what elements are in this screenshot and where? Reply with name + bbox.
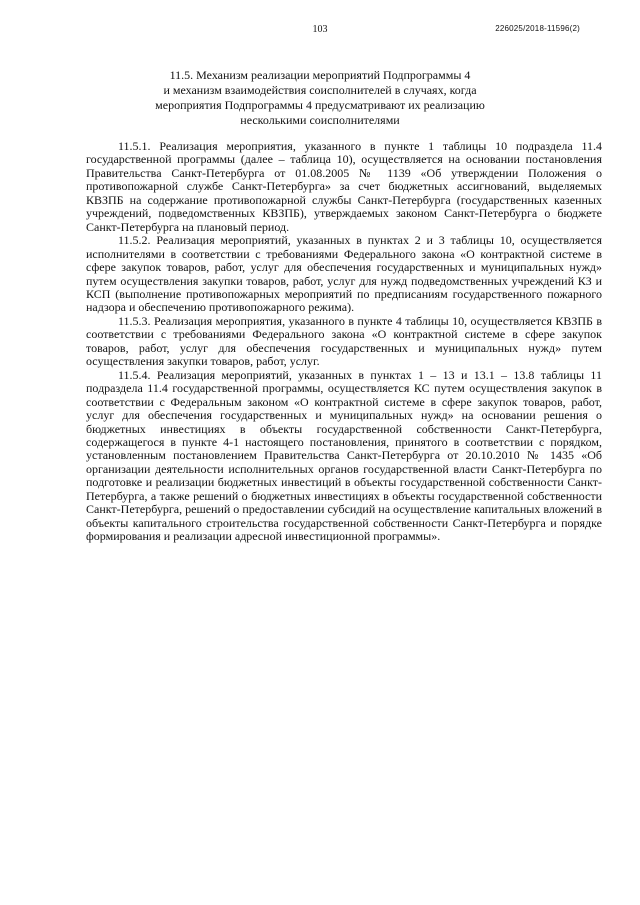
heading-line: несколькими соисполнителями (240, 113, 400, 127)
heading-line: 11.5. Механизм реализации мероприятий Подпрограммы 4 (169, 68, 471, 82)
paragraph-11-5-1: 11.5.1. Реализация мероприятия, указанного в пункте 1 таблицы 10 подраздела 11.4 государственной программы (далее – таблица 10), осуществляется на основании постановления Правительства Санкт-Петербурга от 01.08.2005 № 1139 «Об утверждении Положения о противопожарной службе Санкт-Петербурга» за счет бюджетных ассигнований, выделяемых КВЗПБ на содержание противопожарной службы Санкт-Петербурга (государственных казенных учреждений, подведомственных КВЗПБ), утверждаемых законом Санкт-Петербурга о бюджете Санкт-Петербурга на плановый период. (86, 139, 602, 234)
paragraph-11-5-2: 11.5.2. Реализация мероприятий, указанных в пунктах 2 и 3 таблицы 10, осуществляется исполнителями в соответствии с требованиями Федерального закона «О контрактной системе в сфере закупок товаров, работ, услуг для обеспечения государственных и муниципальных нужд» путем осуществления закупки товаров, работ, услуг для нужд подведомственных учреждений КЗ и КСП (выполнение противопожарных мероприятий по предписаниям государственного пожарного надзора и обеспечению противопожарного режима). (86, 233, 602, 315)
heading-line: мероприятия Подпрограммы 4 предусматривают их реализацию (155, 98, 485, 112)
page-number: 103 (312, 24, 328, 35)
paragraph-11-5-4: 11.5.4. Реализация мероприятий, указанных в пунктах 1 – 13 и 13.1 – 13.8 таблицы 11 подраздела 11.4 государственной программы, осуществляется КС путем осуществления закупок в соответствии с Федеральным законом «О контрактной системе в сфере закупок товаров, работ, услуг для обеспечения государственных и муниципальных нужд» на основании решения о бюджетных инвестициях в объекты государственной собственности Санкт-Петербурга, содержащегося в пункте 4-1 настоящего постановления, принятого в соответствии с порядком, установленным постановлением Правительства Санкт-Петербурга от 20.10.2010 № 1435 «Об организации деятельности исполнительных органов государственной власти Санкт-Петербурга по подготовке и реализации бюджетных инвестиций в объекты государственной собственности Санкт-Петербурга, а также решений о бюджетных инвестициях в объекты государственной собственности Санкт-Петербурга, решений о предоставлении субсидий на осуществление капитальных вложений в объекты капитального строительства государственной собственности Санкт-Петербурга и порядке формирования и реализации адресной инвестиционной программы». (86, 367, 602, 544)
document-id: 226025/2018-11596(2) (495, 24, 580, 33)
heading-line: и механизм взаимодействия соисполнителей в случаях, когда (163, 83, 477, 97)
section-heading (90, 68, 550, 128)
paragraph-11-5-3: 11.5.3. Реализация мероприятия, указанного в пункте 4 таблицы 10, осуществляется КВЗПБ в соответствии с требованиями Федерального закона «О контрактной системе в сфере закупок товаров, работ, услуг для обеспечения государственных и муниципальных нужд» путем осуществления закупки товаров, работ, услуг. (86, 313, 602, 369)
document-body (86, 140, 602, 544)
